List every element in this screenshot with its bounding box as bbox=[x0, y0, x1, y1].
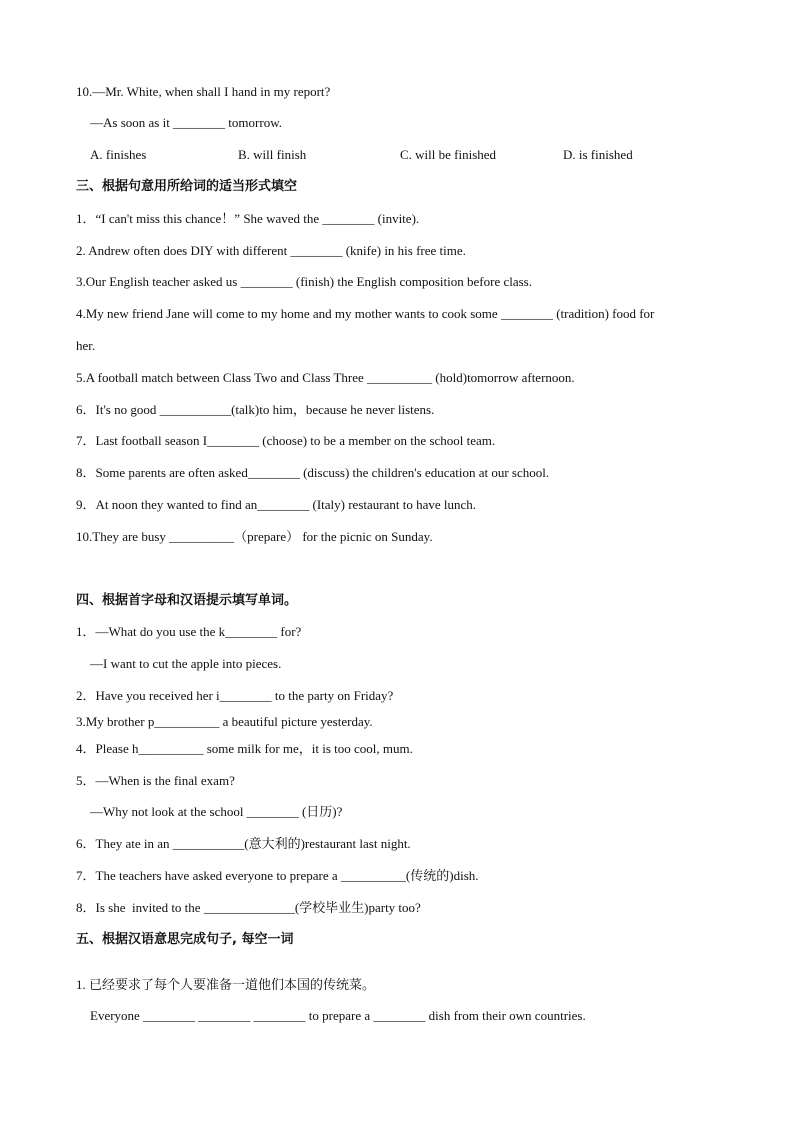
q10-option-d: D. is finished bbox=[563, 147, 633, 162]
section3-item: 4.My new friend Jane will come to my home and my mother wants to cook some ________ (tradition) food for bbox=[76, 306, 655, 321]
section3-heading: 三、根据句意用所给词的适当形式填空 bbox=[76, 179, 298, 194]
section4-item: 1．—What do you use the k________ for? bbox=[76, 624, 302, 639]
section4-item: 8．Is she invited to the ______________(学校毕业生)party too? bbox=[76, 900, 421, 915]
section3-item: 10.They are busy __________（prepare） for the picnic on Sunday. bbox=[76, 529, 433, 544]
section3-item: 5.A football match between Class Two and Class Three __________ (hold)tomorrow afternoon. bbox=[76, 370, 575, 385]
q10-option-c: C. will be finished bbox=[400, 147, 497, 162]
q10-answer-prompt: —As soon as it ________ tomorrow. bbox=[90, 115, 282, 130]
section3-item: 7．Last football season I________ (choose) to be a member on the school team. bbox=[76, 433, 496, 448]
q10-option-b: B. will finish bbox=[238, 147, 307, 162]
section4-heading: 四、根据首字母和汉语提示填写单词。 bbox=[76, 593, 298, 608]
section3-item: 3.Our English teacher asked us ________ (finish) the English composition before class. bbox=[76, 274, 532, 289]
section4-item: 3.My brother p__________ a beautiful picture yesterday. bbox=[76, 714, 373, 729]
section4-item: —I want to cut the apple into pieces. bbox=[90, 656, 282, 671]
section3-item: 1．“I can't miss this chance！” She waved the ________ (invite). bbox=[76, 211, 420, 226]
q10-question: 10.—Mr. White, when shall I hand in my report? bbox=[76, 84, 331, 99]
section4-item: 7．The teachers have asked everyone to prepare a __________(传统的)dish. bbox=[76, 868, 479, 883]
section4-item: 2．Have you received her i________ to the party on Friday? bbox=[76, 688, 394, 703]
section4-item: 4．Please h__________ some milk for me，it is too cool, mum. bbox=[76, 741, 413, 756]
section3-item: 8．Some parents are often asked________ (discuss) the children's education at our school. bbox=[76, 465, 550, 480]
section5-item-prompt: 1. 已经要求了每个人要准备一道他们本国的传统菜。 bbox=[76, 977, 376, 992]
section3-item: 9．At noon they wanted to find an________ (Italy) restaurant to have lunch. bbox=[76, 497, 477, 512]
section5-heading: 五、根据汉语意思完成句子, 每空一词 bbox=[76, 932, 294, 947]
section3-item: her. bbox=[76, 338, 96, 353]
section4-item: 5．—When is the final exam? bbox=[76, 773, 235, 788]
section3-item: 2. Andrew often does DIY with different ________ (knife) in his free time. bbox=[76, 243, 466, 258]
section5-item-answer: Everyone ________ ________ ________ to prepare a ________ dish from their own countries. bbox=[90, 1008, 586, 1023]
q10-option-a: A. finishes bbox=[90, 147, 147, 162]
section4-item: 6．They ate in an ___________(意大利的)restaurant last night. bbox=[76, 836, 411, 851]
section3-item: 6．It's no good ___________(talk)to him，because he never listens. bbox=[76, 402, 435, 417]
section4-item: —Why not look at the school ________ (日历)? bbox=[90, 804, 343, 819]
